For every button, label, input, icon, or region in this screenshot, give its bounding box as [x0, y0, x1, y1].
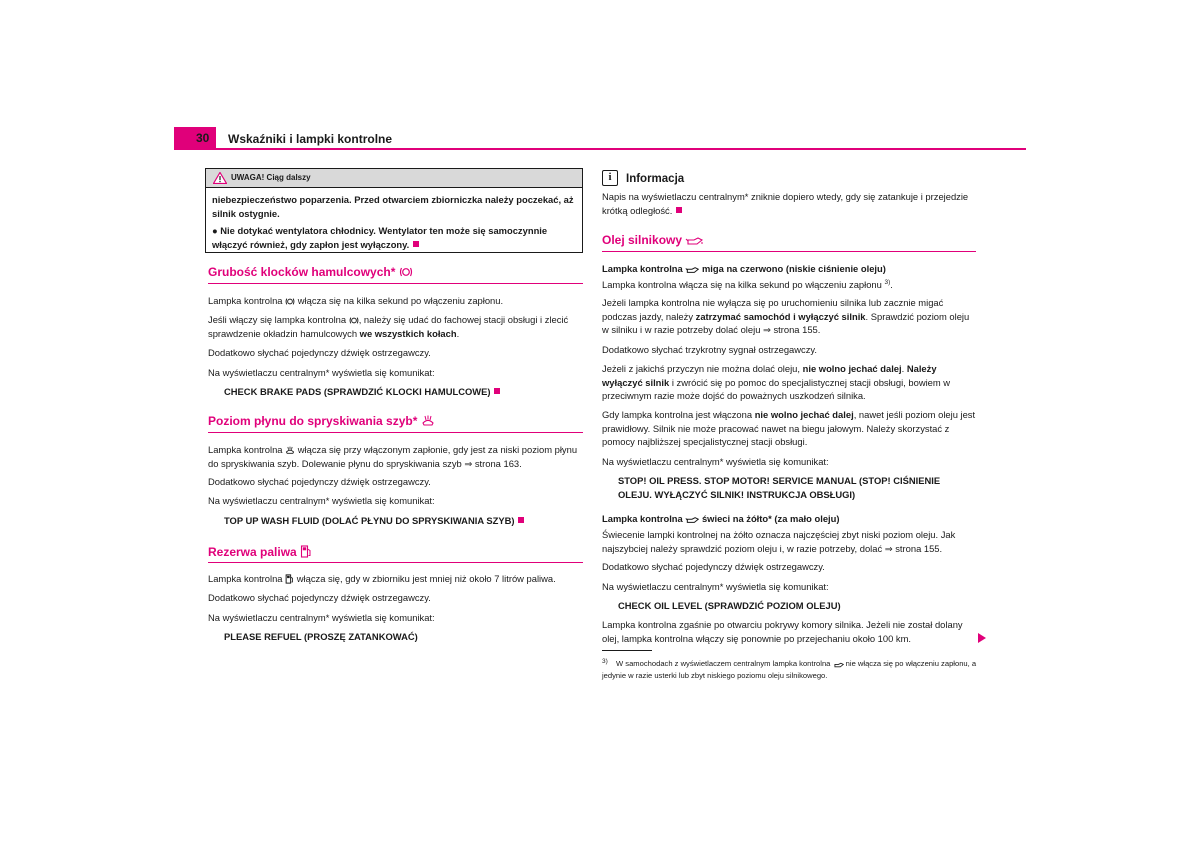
footnote: [602, 656, 978, 681]
bold-text: nie wolno jechać dalej: [802, 363, 902, 374]
text-span: świeci na żółto* (za mało oleju): [701, 513, 840, 524]
warning-box: [205, 168, 583, 253]
footnote-rule: [602, 650, 652, 651]
end-square-icon: [676, 207, 682, 213]
continue-arrow-icon: [978, 633, 986, 643]
footnote-ref: 3): [884, 279, 891, 286]
oil-paragraph-6: Na wyświetlaczu centralnym* wyświetla się komunikat:: [602, 456, 829, 467]
text-span: Gdy lampka kontrolna jest włączona: [602, 409, 753, 420]
warning-triangle-icon: [213, 172, 227, 184]
brake-paragraph-2: [208, 313, 583, 340]
section-heading-engine-oil: [602, 234, 976, 252]
section-heading-text: Grubość klocków hamulcowych*: [208, 265, 396, 279]
text-span: .: [890, 279, 893, 291]
fuel-paragraph-3: Na wyświetlaczu centralnym* wyświetla się komunikat:: [208, 612, 435, 623]
oil-paragraph-7: Świecenie lampki kontrolnej na żółto oznacza najczęściej zbyt niski poziom oleju. Jak najszybciej należy sprawdzić poziom oleju i, w razie potrzeby, dolać ⇒ strona 155.: [602, 529, 956, 554]
oil-subheading-red: [602, 262, 976, 276]
section-heading-brake-pads: [208, 266, 583, 284]
brake-paragraph-4: Na wyświetlaczu centralnym* wyświetla się komunikat:: [208, 367, 435, 378]
oil-paragraph-2: [602, 296, 976, 337]
washer-message: [208, 514, 583, 528]
text-span: .: [456, 327, 460, 339]
text-span: miga na czerwono (niskie ciśnienie oleju): [701, 263, 886, 274]
oil-paragraph-5: [602, 408, 976, 449]
bold-text: nie wolno jechać dalej: [754, 409, 854, 420]
info-text: [602, 190, 976, 217]
brake-paragraph-3: Dodatkowo słychać pojedynczy dźwięk ostrzegawczy.: [208, 347, 431, 358]
fuel-pump-icon: [285, 574, 294, 584]
header-rule: [174, 148, 1026, 150]
section-heading-text: Olej silnikowy: [602, 233, 683, 247]
text-span: .: [901, 363, 905, 374]
footnote-mark: 3): [602, 658, 608, 665]
bullet-icon: ●: [212, 225, 218, 236]
washer-fluid-icon: [421, 415, 435, 427]
page-number-box: [174, 127, 216, 149]
text-span: Lampka kontrolna włącza się na kilka sekund po włączeniu zapłonu: [602, 279, 882, 291]
page-number: 30: [196, 131, 210, 145]
bold-text: Należy wyłączyć silnik: [602, 363, 937, 388]
text-span: Jeżeli z jakichś przyczyn nie można dolać oleju,: [602, 363, 801, 374]
text-span: . Sprawdzić poziom oleju w silniku i w razie potrzeby dolać oleju ⇒ strona 155.: [602, 310, 970, 335]
text-span: Lampka kontrolna: [602, 513, 683, 524]
oil-paragraph-1: [602, 276, 976, 292]
fuel-paragraph-2: Dodatkowo słychać pojedynczy dźwięk ostrzegawczy.: [208, 592, 431, 603]
text-span: włącza się przy włączonym zapłonie, gdy jest za niski poziom płynu do spryskiwania szyb. Dolewanie płynu do spryskiwania szyb ⇒ strona 163.: [208, 444, 578, 469]
warning-title: UWAGA! Ciąg dalszy: [231, 173, 311, 182]
oil-paragraph-8: Dodatkowo słychać pojedynczy dźwięk ostrzegawczy.: [602, 561, 825, 572]
end-square-icon: [413, 241, 419, 247]
text-span: włącza się, gdy w zbiorniku jest mniej niż około 7 litrów paliwa.: [296, 573, 556, 584]
text-span: Lampka kontrolna: [208, 573, 283, 584]
oil-paragraph-9: Na wyświetlaczu centralnym* wyświetla się komunikat:: [602, 581, 829, 592]
brake-pad-icon: [285, 297, 295, 306]
info-text-span: Napis na wyświetlaczu centralnym* zniknie dopiero wtedy, gdy się zatankuje i przejedzie krótką odległość.: [602, 191, 969, 216]
info-title: Informacja: [626, 173, 685, 185]
text-span: włącza się na kilka sekund po włączeniu zapłonu.: [297, 295, 504, 306]
oil-paragraph-4: [602, 362, 976, 403]
fuel-pump-icon: [300, 545, 312, 558]
section-heading-text: Rezerwa paliwa: [208, 545, 297, 559]
text-span: , należy się udać do fachowej stacji obsługi i zlecić sprawdzenie okładzin hamulcowych: [208, 314, 569, 339]
brake-paragraph-1: [208, 294, 583, 308]
running-title: Wskaźniki i lampki kontrolne: [228, 132, 393, 146]
text-span: nie włącza się po włączeniu zapłonu, a jedynie w razie usterki lub zbyt niskiego poziomu oleju silnikowego.: [602, 659, 977, 680]
oil-paragraph-3: Dodatkowo słychać trzykrotny sygnał ostrzegawczy.: [602, 344, 818, 355]
text-span: Jeśli włączy się lampka kontrolna: [208, 314, 347, 325]
brake-message: [208, 385, 583, 399]
warning-body: [212, 193, 578, 252]
text-span: W samochodach z wyświetlaczem centralnym lampka kontrolna: [616, 659, 831, 668]
oil-can-icon: [685, 236, 703, 246]
warning-header: [206, 169, 582, 188]
bold-text: we wszystkich kołach: [359, 327, 457, 339]
oil-can-icon: [833, 662, 844, 668]
washer-paragraph-3: Na wyświetlaczu centralnym* wyświetla się komunikat:: [208, 495, 435, 506]
oil-can-icon: [685, 266, 699, 274]
warning-bullet: [212, 224, 578, 252]
oil-paragraph-10: Lampka kontrolna zgaśnie po otwarciu pokrywy komory silnika. Jeżeli nie został dolany olej, lampka kontrolna włączy się ponownie po przejechaniu około 100 km.: [602, 619, 963, 644]
bold-text: zatrzymać samochód i wyłączyć silnik: [695, 310, 866, 322]
end-square-icon: [494, 388, 500, 394]
fuel-paragraph-1: [208, 572, 583, 586]
section-heading-washer-fluid: [208, 415, 583, 433]
info-icon: i: [602, 170, 618, 186]
text-span: Lampka kontrolna: [208, 444, 283, 455]
text-span: Jeżeli lampka kontrolna nie wyłącza się po uruchomieniu silnika lub zacznie migać podczas jazdy, należy: [602, 297, 944, 322]
text-span: , nawet jeśli poziom oleju jest prawidłowy. Silnik nie może pracować nawet na biegu jałowym. Należy skorzystać z pomocy najbliższej specjalistycznej stacji obsługi.: [602, 409, 976, 447]
oil-message-1: STOP! OIL PRESS. STOP MOTOR! SERVICE MANUAL (STOP! CIŚNIENIE OLEJU. WYŁĄCZYĆ SILNIK! INSTRUKCJA OBSŁUGI): [618, 475, 941, 500]
washer-fluid-icon: [285, 446, 295, 455]
text-span: Lampka kontrolna: [602, 263, 683, 274]
brake-pad-icon: [399, 266, 413, 278]
text-span: i zwrócić się po pomoc do specjalistycznej stacji obsługi, bowiem w przeciwnym razie może dojść do poważnych uszkodzeń silnika.: [602, 376, 951, 401]
warning-bullet-text: Nie dotykać wentylatora chłodnicy. Wentylator ten może się samoczynnie włączyć również, gdy zapłon jest wyłączony.: [212, 225, 548, 250]
oil-message-2: CHECK OIL LEVEL (SPRAWDZIĆ POZIOM OLEJU): [618, 600, 841, 611]
message-text: CHECK BRAKE PADS (SPRAWDZIĆ KLOCKI HAMULCOWE): [224, 386, 491, 397]
brake-pad-icon: [349, 316, 359, 325]
warning-paragraph: niebezpieczeństwo poparzenia. Przed otwarciem zbiorniczka należy poczekać, aż silnik ostygnie.: [212, 194, 574, 219]
text-span: Lampka kontrolna: [208, 295, 283, 306]
oil-subheading-yellow: [602, 512, 976, 526]
oil-can-icon: [685, 516, 699, 524]
washer-paragraph-1: [208, 443, 583, 470]
washer-paragraph-2: Dodatkowo słychać pojedynczy dźwięk ostrzegawczy.: [208, 476, 431, 487]
message-text: TOP UP WASH FLUID (DOLAĆ PŁYNU DO SPRYSKIWANIA SZYB): [224, 515, 515, 526]
fuel-message: PLEASE REFUEL (PROSZĘ ZATANKOWAĆ): [224, 631, 418, 642]
section-heading-fuel-reserve: [208, 545, 583, 563]
end-square-icon: [518, 517, 524, 523]
section-heading-text: Poziom płynu do spryskiwania szyb*: [208, 414, 418, 428]
